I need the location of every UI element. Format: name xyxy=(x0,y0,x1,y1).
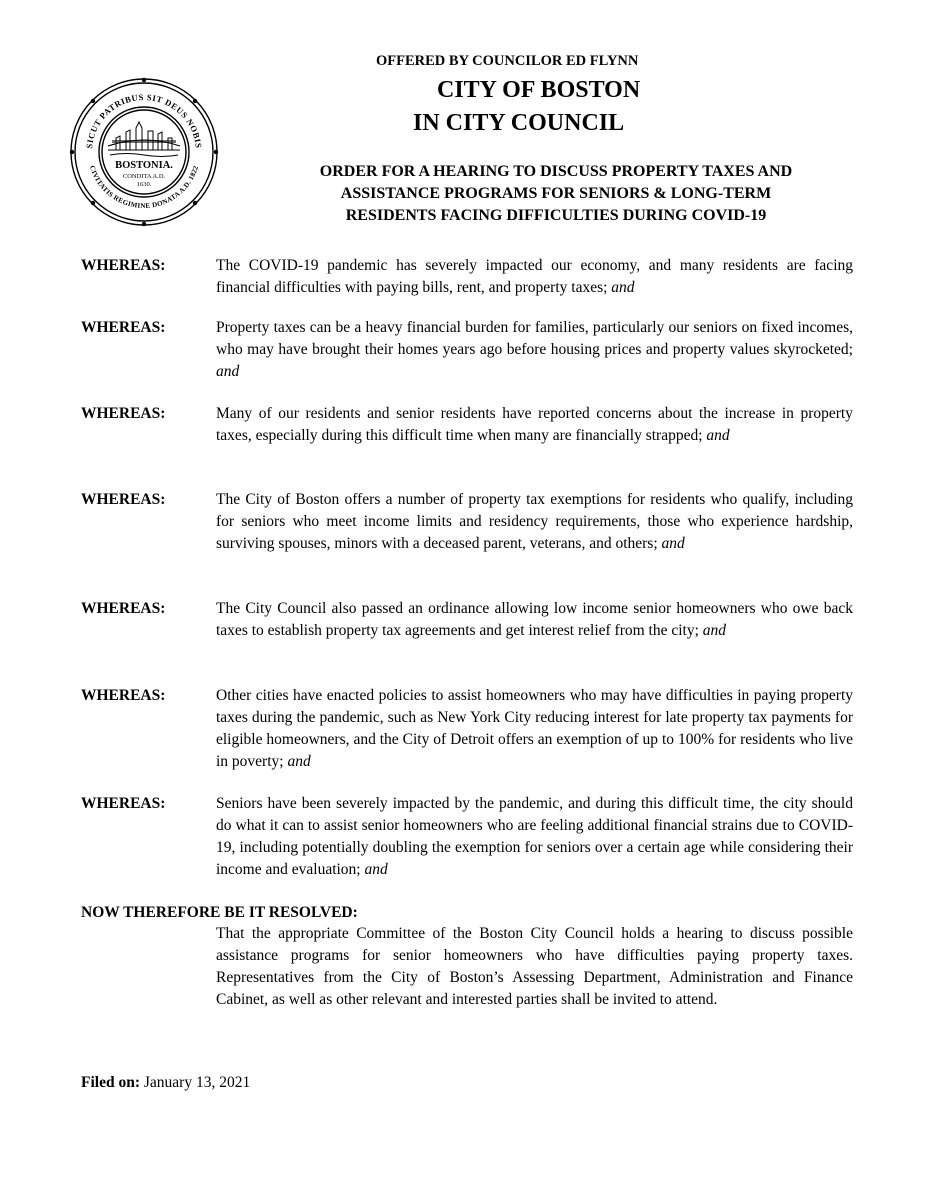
conjunction: and xyxy=(287,753,311,770)
whereas-text: The City Council also passed an ordinance allowing low income senior homeowners who owe back taxes to establish property tax agreements and get interest relief from the city; and xyxy=(216,600,853,639)
seal-motto-bottom: CIVITATIS REGIMINE DONATA A.D. 1822 xyxy=(87,164,201,211)
whereas-label: WHEREAS: xyxy=(81,600,166,617)
whereas-text: The City of Boston offers a number of property tax exemptions for residents who qualify, including for seniors who meet income limits and residency requirements, those who experience hardship, surviving spouses, minors with a deceased parent, veterans, and others; and xyxy=(216,491,853,552)
resolved-text: That the appropriate Committee of the Boston City Council holds a hearing to discuss possible assistance programs for senior homeowners who have difficulties paying property taxes. Representatives from the City of Boston’s Assessing Department, Administration and Finance Cabinet, as well as other relevant and interested parties shall be invited to attend. xyxy=(216,925,853,1008)
title-council: IN CITY COUNCIL xyxy=(413,110,625,136)
filed-on xyxy=(81,1072,250,1094)
whereas-text: Seniors have been severely impacted by the pandemic, and during this difficult time, the city should do what it can to assist senior homeowners who are feeling additional financial strains due to COVID-19, including potentially doubling the exemption for seniors over a certain age while considering their income and evaluation; and xyxy=(216,795,853,878)
filed-label: Filed on: xyxy=(81,1074,140,1091)
seal-condita: CONDITA A.D. xyxy=(122,173,166,180)
whereas-text: The COVID-19 pandemic has severely impacted our economy, and many residents are facing financial difficulties with paying bills, rent, and property taxes; and xyxy=(216,257,853,296)
title-city: CITY OF BOSTON xyxy=(437,77,641,103)
filed-date: January 13, 2021 xyxy=(143,1074,251,1091)
conjunction: and xyxy=(216,363,240,380)
whereas-text: Other cities have enacted policies to assist homeowners who may have difficulties in paying property taxes during the pandemic, such as New York City reducing interest for late property tax payments for eligible homeowners, and the City of Detroit offers an exemption of up to 100% for residents who live in poverty; and xyxy=(216,687,853,770)
seal-year: 1630. xyxy=(136,181,152,188)
conjunction: and xyxy=(702,622,727,639)
order-title-line: ASSISTANCE PROGRAMS FOR SENIORS & LONG-TERM xyxy=(340,185,772,202)
whereas-label: WHEREAS: xyxy=(81,795,166,812)
whereas-label: WHEREAS: xyxy=(81,687,166,704)
order-title-line: RESIDENTS FACING DIFFICULTIES DURING COVID-19 xyxy=(345,207,767,224)
order-title xyxy=(236,161,876,227)
resolved-label: NOW THEREFORE BE IT RESOLVED: xyxy=(81,904,358,921)
whereas-text: Many of our residents and senior residents have reported concerns about the increase in property taxes, especially during this difficult time when many are financially strapped; and xyxy=(216,405,853,444)
conjunction: and xyxy=(661,535,685,552)
seal-motto-top: SICUT PATRIBUS SIT DEUS NOBIS xyxy=(84,91,204,149)
seal-name: BOSTONIA. xyxy=(115,160,173,171)
whereas-label: WHEREAS: xyxy=(81,257,166,274)
whereas-label: WHEREAS: xyxy=(81,319,166,336)
order-title-line: ORDER FOR A HEARING TO DISCUSS PROPERTY TAXES AND xyxy=(319,163,793,180)
conjunction: and xyxy=(611,279,635,296)
whereas-label: WHEREAS: xyxy=(81,405,166,422)
conjunction: and xyxy=(364,861,388,878)
offered-by: OFFERED BY COUNCILOR ED FLYNN xyxy=(376,53,639,69)
conjunction: and xyxy=(706,427,730,444)
whereas-label: WHEREAS: xyxy=(81,491,166,508)
whereas-text: Property taxes can be a heavy financial burden for families, particularly our seniors on fixed incomes, who may have brought their homes years ago before housing prices and property values skyrocketed; and xyxy=(216,319,853,380)
boston-city-seal-icon xyxy=(68,76,220,228)
